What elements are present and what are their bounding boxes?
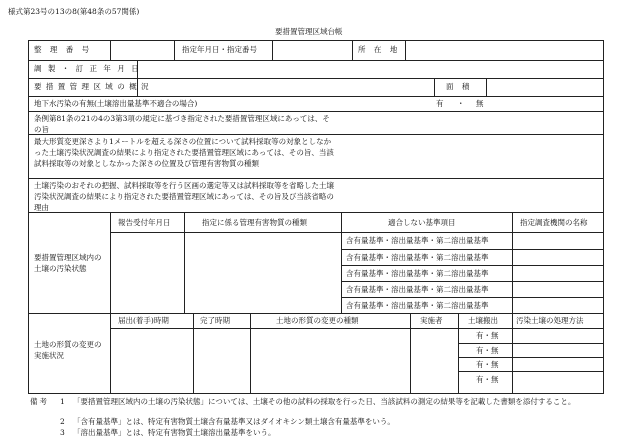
note-number: 1 [60, 397, 65, 406]
overview-label: 要 措 置 管 理 区 域 の 概 況 [34, 82, 150, 91]
notes-label: 備考 [30, 397, 49, 406]
depth-note: 最大形質変更深さより1メートルを超える深さの位置について試料採取等の対象としなかった土壌汚染状況調査の結果により指定された要措置管理区域にあっては、その旨、当該試料採取等の対象としなかった深さの位置及び管理有害物質の種類 [34, 137, 334, 168]
pollution-header-standard: 適合しない基準項目 [388, 218, 456, 227]
change-header-treatment: 汚染土壌の処理方法 [516, 316, 584, 325]
standard-row: 含有量基準・溶出量基準・第二溶出量基準 [346, 269, 489, 278]
seiri-number-label: 整 理 番 号 [34, 45, 93, 54]
standard-row: 含有量基準・溶出量基準・第二溶出量基準 [346, 285, 489, 294]
standard-row: 含有量基準・溶出量基準・第二溶出量基準 [346, 236, 489, 245]
location-label: 所 在 地 [358, 45, 401, 54]
form-number: 様式第23号の13の8(第48条の57関係) [8, 7, 140, 16]
change-header-notify: 届出(着手)時期 [118, 316, 169, 325]
change-header-implementer: 実施者 [420, 316, 443, 325]
note-text: 「要措置管理区域内の土壌の汚染状態」については、土壌その他の試料の採取を行った日、当該試料の測定の結果等を記載した書類を添付すること。 [73, 397, 576, 406]
note-text: 「溶出量基準」とは、特定有害物質土壌溶出量基準をいう。 [73, 428, 276, 437]
area-label: 面 積 [446, 82, 473, 91]
pollution-header-substance: 指定に係る管理有害物質の種類 [202, 218, 307, 227]
change-header-soil-out: 土壌搬出 [468, 316, 498, 325]
groundwater-no: 無 [476, 99, 484, 108]
note-text: 「含有量基準」とは、特定有害物質土壌含有量基準又はダイオキシン類土壌含有量基準をいう。 [73, 417, 395, 426]
pollution-header-date: 報告受付年月日 [118, 218, 171, 227]
land-change-label: 土地の形質の変更の実施状況 [34, 340, 102, 360]
change-header-complete: 完了時期 [200, 316, 230, 325]
groundwater-separator: ・ [457, 99, 465, 108]
soil-out-value: 有・無 [476, 375, 499, 384]
omission-note: 土壌汚染のおそれの把握、試料採取等を行う区画の選定等又は試料採取等を省略した土壌汚染状況調査の結果により指定された要措置管理区域にあっては、その旨及び当該省略の理由 [34, 181, 334, 212]
designation-date-label: 指定年月日・指定番号 [182, 45, 257, 54]
ordinance-note: 条例第81条の21の4の3第3項の規定に基づき指定された要措置管理区域にあっては、その旨 [34, 114, 330, 134]
pollution-header-agency: 指定調査機関の名称 [520, 218, 588, 227]
standard-row: 含有量基準・溶出量基準・第二溶出量基準 [346, 253, 489, 262]
change-header-type: 土地の形質の変更の種類 [276, 316, 359, 325]
groundwater-yes: 有 [436, 99, 444, 108]
soil-out-value: 有・無 [476, 346, 499, 355]
standard-row: 含有量基準・溶出量基準・第二溶出量基準 [346, 301, 489, 310]
page-title: 要措置管理区域台帳 [275, 27, 343, 36]
revision-date-label: 調 製 ・ 訂 正 年 月 日 [34, 64, 141, 73]
pollution-state-label: 要措置管理区域内の土壌の汚染状態 [34, 253, 102, 273]
note-number: 3 [60, 428, 65, 437]
note-number: 2 [60, 417, 65, 426]
soil-out-value: 有・無 [476, 360, 499, 369]
groundwater-label: 地下水汚染の有無(土壌溶出量基準不適合の場合) [34, 99, 198, 108]
soil-out-value: 有・無 [476, 331, 499, 340]
